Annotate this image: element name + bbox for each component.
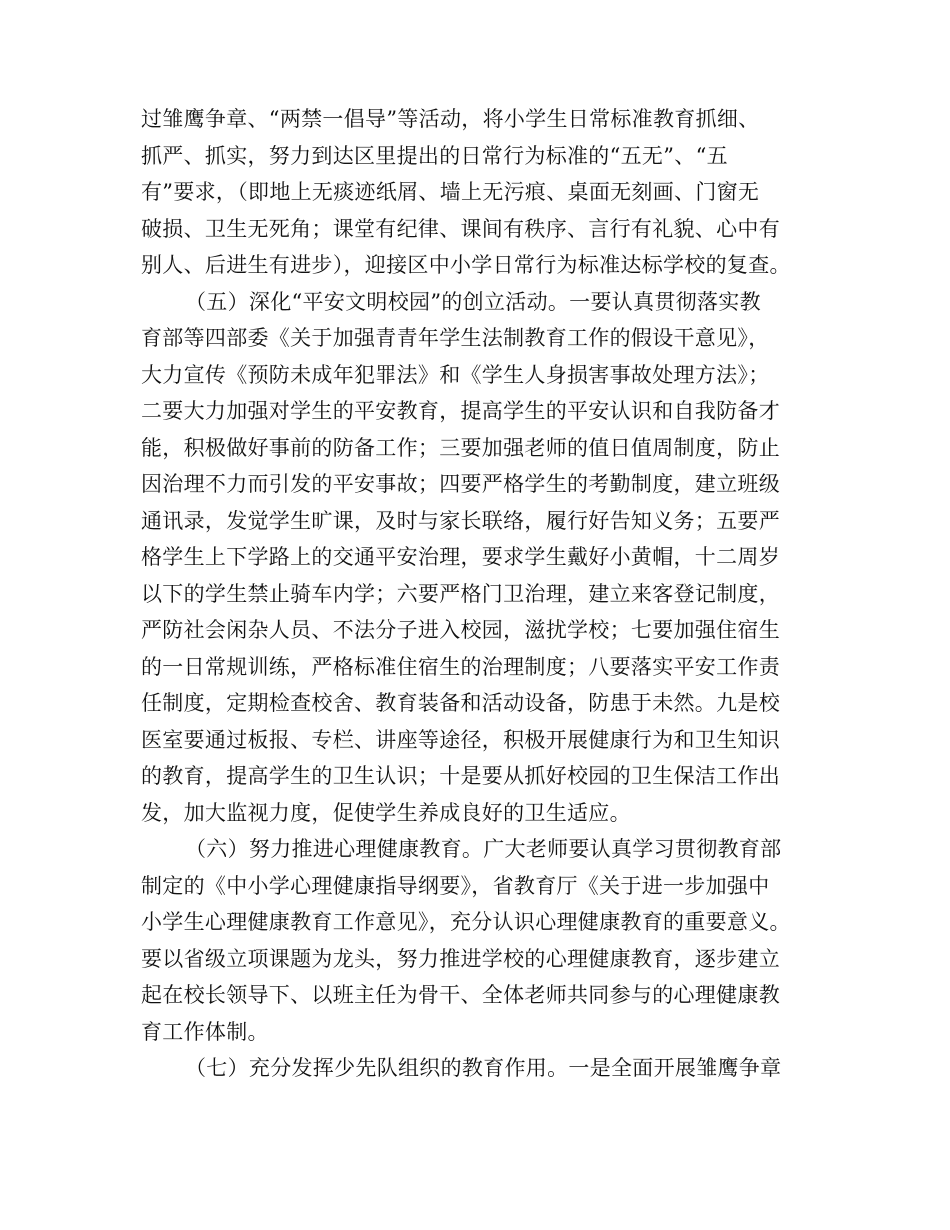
- text-line: 严防社会闲杂人员、不法分子进入校园，滋扰学校；七要加强住宿生: [141, 618, 780, 642]
- text-line: 大力宣传《预防未成年犯罪法》和《学生人身损害事故处理方法》；: [141, 362, 770, 387]
- text-line: 别人、后进生有进步），迎接区中小学日常行为标准达标学校的复查。: [141, 253, 791, 277]
- text-line: 通讯录，发觉学生旷课，及时与家长联络，履行好告知义务；五要严: [141, 508, 780, 533]
- text-line: 破损、卫生无死角；课堂有纪律、课间有秩序、言行有礼貌、心中有: [141, 216, 780, 241]
- text-line: 要以省级立项课题为龙头，努力推进学校的心理健康教育，逐步建立: [141, 946, 780, 971]
- text-line: 育部等四部委《关于加强青青年学生法制教育工作的假设干意见》，: [141, 326, 770, 350]
- text-line: 育工作体制。: [141, 1019, 269, 1044]
- text-line: 起在校长领导下、以班主任为骨干、全体老师共同参与的心理健康教: [141, 983, 780, 1007]
- text-line: 的教育，提高学生的卫生认识；十是要从抓好校园的卫生保洁工作出: [141, 764, 780, 788]
- text-line: 发，加大监视力度，促使学生养成良好的卫生适应。: [141, 800, 631, 825]
- text-line: 的一日常规训练，严格标准住宿生的治理制度；八要落实平安工作责: [141, 654, 780, 679]
- text-line: 制定的《中小学心理健康指导纲要》，省教育厅《关于进一步加强中: [141, 873, 770, 898]
- text-line: 能，积极做好事前的防备工作；三要加强老师的值日值周制度，防止: [141, 435, 780, 460]
- text-line: 格学生上下学路上的交通平安治理，要求学生戴好小黄帽，十二周岁: [141, 545, 780, 569]
- text-line: 二要大力加强对学生的平安教育，提高学生的平安认识和自我防备才: [141, 399, 780, 423]
- document-page: [141, 101, 831, 1087]
- text-line: 任制度，定期检查校舍、教育装备和活动设备，防患于未然。九是校: [141, 691, 780, 715]
- text-line: 因治理不力而引发的平安事故；四要严格学生的考勤制度，建立班级: [141, 472, 780, 496]
- section-7-heading-line: （七）充分发挥少先队组织的教育作用。一是全面开展雏鹰争章: [185, 1056, 782, 1080]
- text-line: 抓严、抓实，努力到达区里提出的日常行为标准的“五无”、“五: [141, 143, 728, 168]
- section-6-heading-line: （六）努力推进心理健康教育。广大老师要认真学习贯彻教育部: [185, 837, 782, 861]
- section-5-heading-line: （五）深化“平安文明校园”的创立活动。一要认真贯彻落实教: [185, 289, 761, 314]
- text-line: 有”要求，（即地上无痰迹纸屑、墙上无污痕、桌面无刻画、门窗无: [141, 180, 760, 204]
- text-line: 以下的学生禁止骑车内学；六要严格门卫治理，建立来客登记制度，: [141, 581, 780, 606]
- text-line: 小学生心理健康教育工作意见》，充分认识心理健康教育的重要意义。: [141, 910, 791, 934]
- text-line: 过雏鹰争章、“两禁一倡导”等活动，将小学生日常标准教育抓细、: [141, 107, 760, 131]
- text-line: 医室要通过板报、专栏、讲座等途径，积极开展健康行为和卫生知识: [141, 727, 780, 752]
